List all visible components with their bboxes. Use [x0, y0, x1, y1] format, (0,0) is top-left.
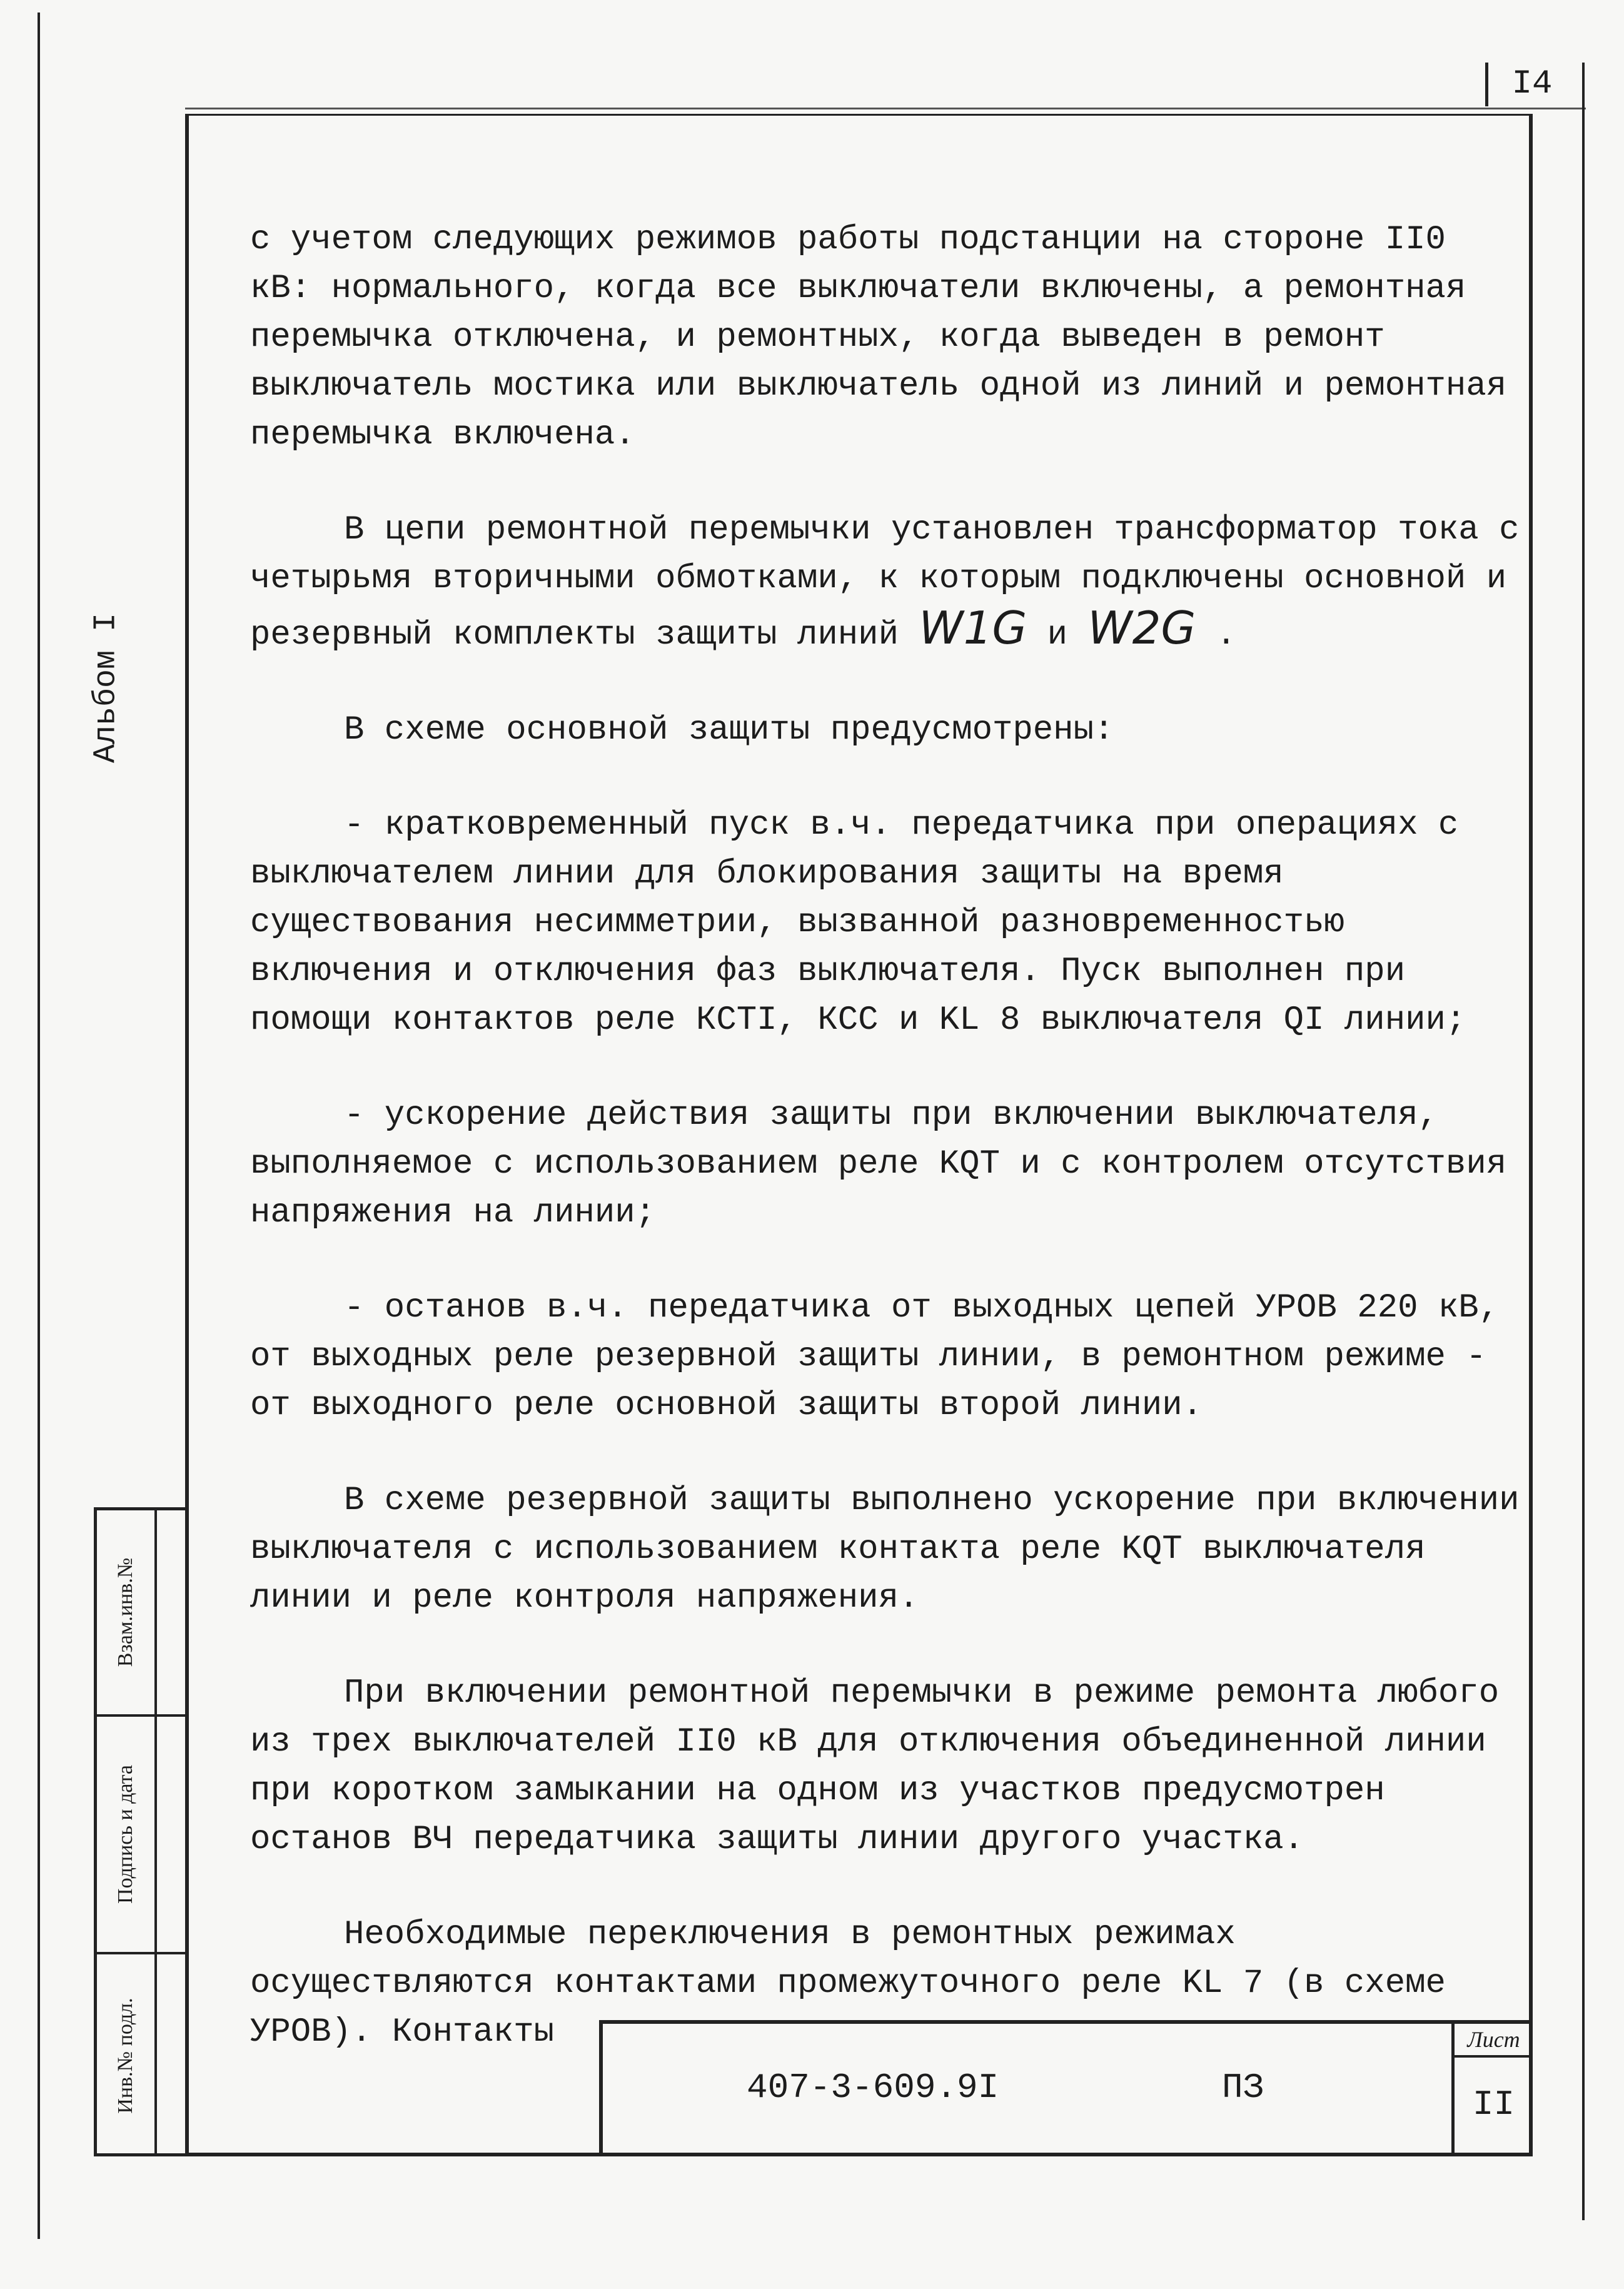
top-rule [185, 108, 1586, 109]
paragraph: При включении ремонтной перемычки в режиме ремонта любого из трех выключателей II0 кВ для отключения объединенной линии при коротком замыкании на одном из участков предусмотрен останов ВЧ передатчика защиты линии другого участка. [250, 1674, 1500, 1859]
page-number: I4 [1485, 63, 1576, 106]
paragraph: - ускорение действия защиты при включении выключателя, выполняемое с использованием реле KQT и с контролем отсутствия напряжения на линии; [250, 1096, 1507, 1232]
side-cell-replacement [97, 1510, 188, 1717]
side-cell-label: Подпись и дата [114, 1765, 137, 1904]
document-type: ПЗ [1222, 2068, 1264, 2108]
sheet-label: Лист [1455, 2024, 1533, 2058]
side-stamp [94, 1507, 185, 2156]
handwritten-w1g: W1G [919, 602, 1027, 654]
title-block [599, 2020, 1533, 2156]
paragraph: Необходимые переключения в ремонтных режимах осуществляются контактами промежуточного реле KL 7 (в схеме УРОВ). Контакты [250, 1916, 1446, 2051]
side-cell-label: Инв.№ подл. [114, 1997, 137, 2114]
paragraph: В схеме резервной защиты выполнено ускорение при включении выключателя с использованием контакта реле KQT выключателя линии и реле контроля напряжения. [250, 1482, 1520, 1617]
left-binding-line [38, 13, 40, 2239]
paragraph: - останов в.ч. передатчика от выходных цепей УРОВ 220 кВ, от выходных реле резервной защиты линии, в ремонтном режиме - от выходного реле основной защиты второй линии. [250, 1289, 1500, 1425]
sheet-cell [1451, 2024, 1533, 2156]
album-label-text: Альбом I [88, 612, 124, 764]
paragraph: с учетом следующих режимов работы подстанции на стороне II0 кВ: нормального, когда все выключатели включены, а ремонтная перемычка отключена, и ремонтных, когда выведен в ремонт выключатель мостика или выключатель одной из линий и ремонтная перемычка включена. [250, 221, 1507, 454]
sheet-number: II [1472, 2084, 1515, 2125]
sentence-end: . [1196, 616, 1236, 654]
side-cell-label: Взам.инв.№ [114, 1557, 137, 1667]
side-cell-inventory [97, 1954, 188, 2156]
side-cell-signature [97, 1717, 188, 1954]
paragraph: - кратковременный пуск в.ч. передатчика при операциях с выключателем линии для блокирования защиты на время существования несимметрии, вызванной разновременностью включения и отключения фаз выключателя. Пуск выполнен при помощи контактов реле КСТI, КСС и KL 8 выключателя QI линии; [250, 806, 1466, 1039]
conjunction: и [1027, 616, 1088, 654]
paragraph: В схеме основной защиты предусмотрены: [344, 711, 1114, 749]
document-code: 407-3-609.9I [747, 2068, 999, 2108]
paragraph-text: В цепи ремонтной перемычки установлен трансформатор тока с четырьмя вторичными обмотками, к которым подключены основной и резервный комплекты защиты линий [250, 511, 1520, 654]
paragraph [250, 506, 1526, 660]
document-body [250, 216, 1526, 2103]
handwritten-w2g: W2G [1087, 602, 1196, 654]
right-edge-line [1582, 63, 1585, 2220]
